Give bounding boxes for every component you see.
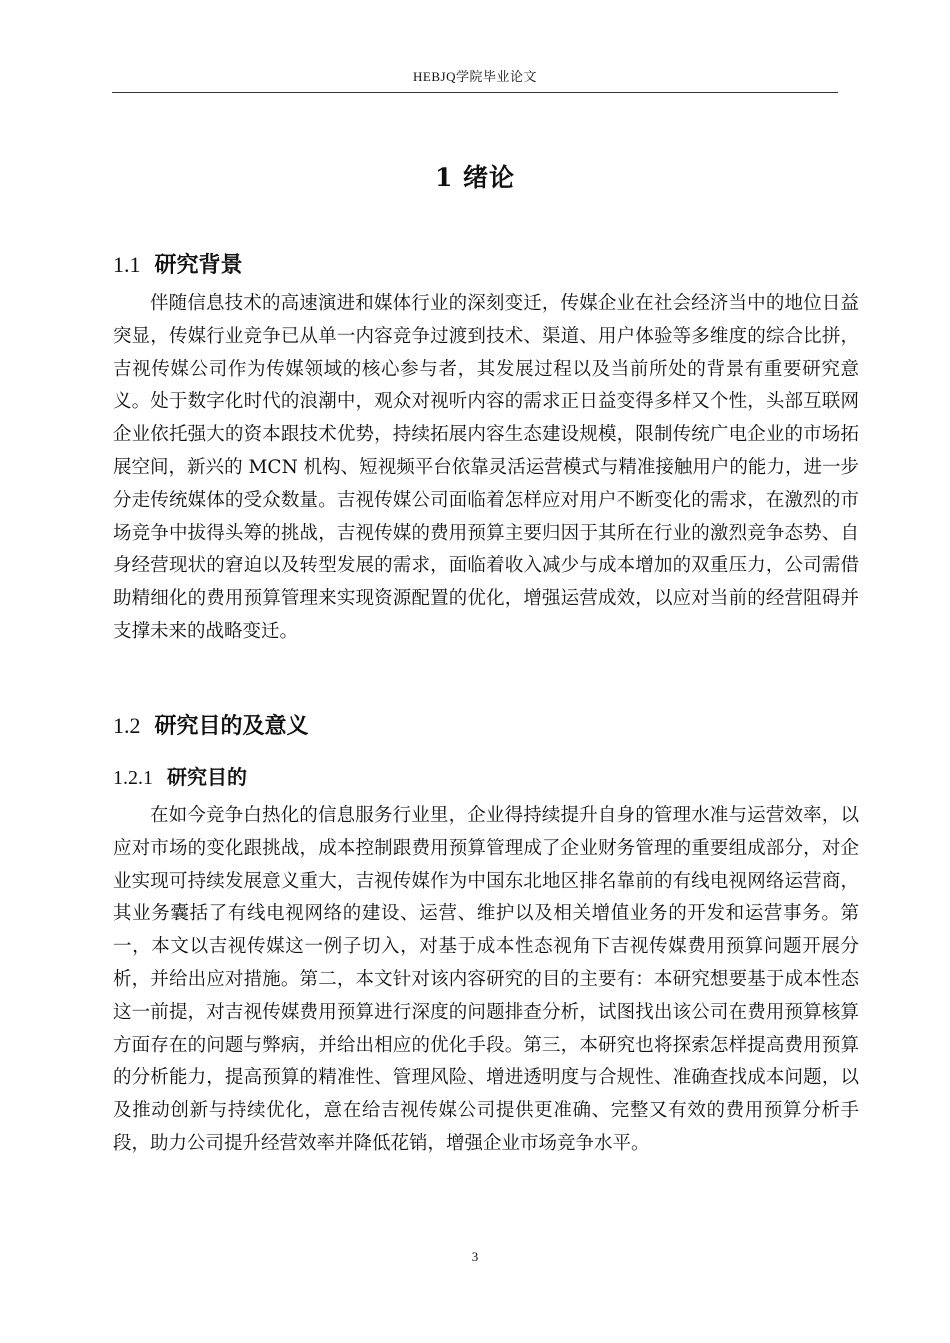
chapter-title: 1 绪论 [434, 163, 516, 192]
section-heading-background [113, 248, 243, 279]
running-header: HEBJQ学院毕业论文 [413, 69, 537, 84]
subsection-number: 1.2.1 [113, 767, 153, 789]
section-title: 研究背景 [154, 252, 243, 278]
section-number: 1.2 [113, 713, 141, 738]
purpose-paragraph: 在如今竞争白热化的信息服务行业里，企业得持续提升自身的管理水准与运营效率，以应对市场的变化跟挑战，成本控制跟费用预算管理成了企业财务管理的重要组成部分，对企业实现可持续发展意义重大，吉视传媒作为中国东北地区排名靠前的有线电视网络运营商，其业务囊括了有线电视网络的建设、运营、维护以及相关增值业务的开发和运营事务。第一，本文以吉视传媒这一例子切入，对基于成本性态视角下吉视传媒费用预算问题开展分析，并给出应对措施。第二，本文针对该内容研究的目的主要有：本研究想要基于成本性态这一前提，对吉视传媒费用预算进行深度的问题排查分析，试图找出该公司在费用预算核算方面存在的问题与弊病，并给出相应的优化手段。第三，本研究也将探索怎样提高费用预算的分析能力，提高预算的精准性、管理风险、增进透明度与合规性、准确查找成本问题，以及推动创新与持续优化，意在给吉视传媒公司提供更准确、完整又有效的费用预算分析手段，助力公司提升经营效率并降低花销，增强企业市场竞争水平。 [113, 805, 859, 1154]
section-title: 研究目的及意义 [154, 713, 309, 739]
section-heading-purpose-significance [113, 709, 309, 740]
subsection-heading-purpose [113, 761, 247, 790]
subsection-title: 研究目的 [167, 765, 247, 789]
section-number: 1.1 [113, 252, 141, 277]
background-paragraph: 伴随信息技术的高速演进和媒体行业的深刻变迁，传媒企业在社会经济当中的地位日益突显，传媒行业竞争已从单一内容竞争过渡到技术、渠道、用户体验等多维度的综合比拼，吉视传媒公司作为传媒领域的核心参与者，其发展过程以及当前所处的背景有重要研究意义。处于数字化时代的浪潮中，观众对视听内容的需求正日益变得多样又个性，头部互联网企业依托强大的资本跟技术优势，持续拓展内容生态建设规模，限制传统广电企业的市场拓展空间，新兴的 MCN 机构、短视频平台依靠灵活运营模式与精准接触用户的能力，进一步分走传统媒体的受众数量。吉视传媒公司面临着怎样应对用户不断变化的需求，在激烈的市场竞争中拔得头筹的挑战，吉视传媒的费用预算主要归因于其所在行业的激烈竞争态势、自身经营现状的窘迫以及转型发展的需求，面临着收入减少与成本增加的双重压力，公司需借助精细化的费用预算管理来实现资源配置的优化，增强运营成效，以应对当前的经营阻碍并支撑未来的战略变迁。 [113, 293, 859, 642]
page-number: 3 [471, 1249, 479, 1264]
header-rule [112, 92, 838, 93]
